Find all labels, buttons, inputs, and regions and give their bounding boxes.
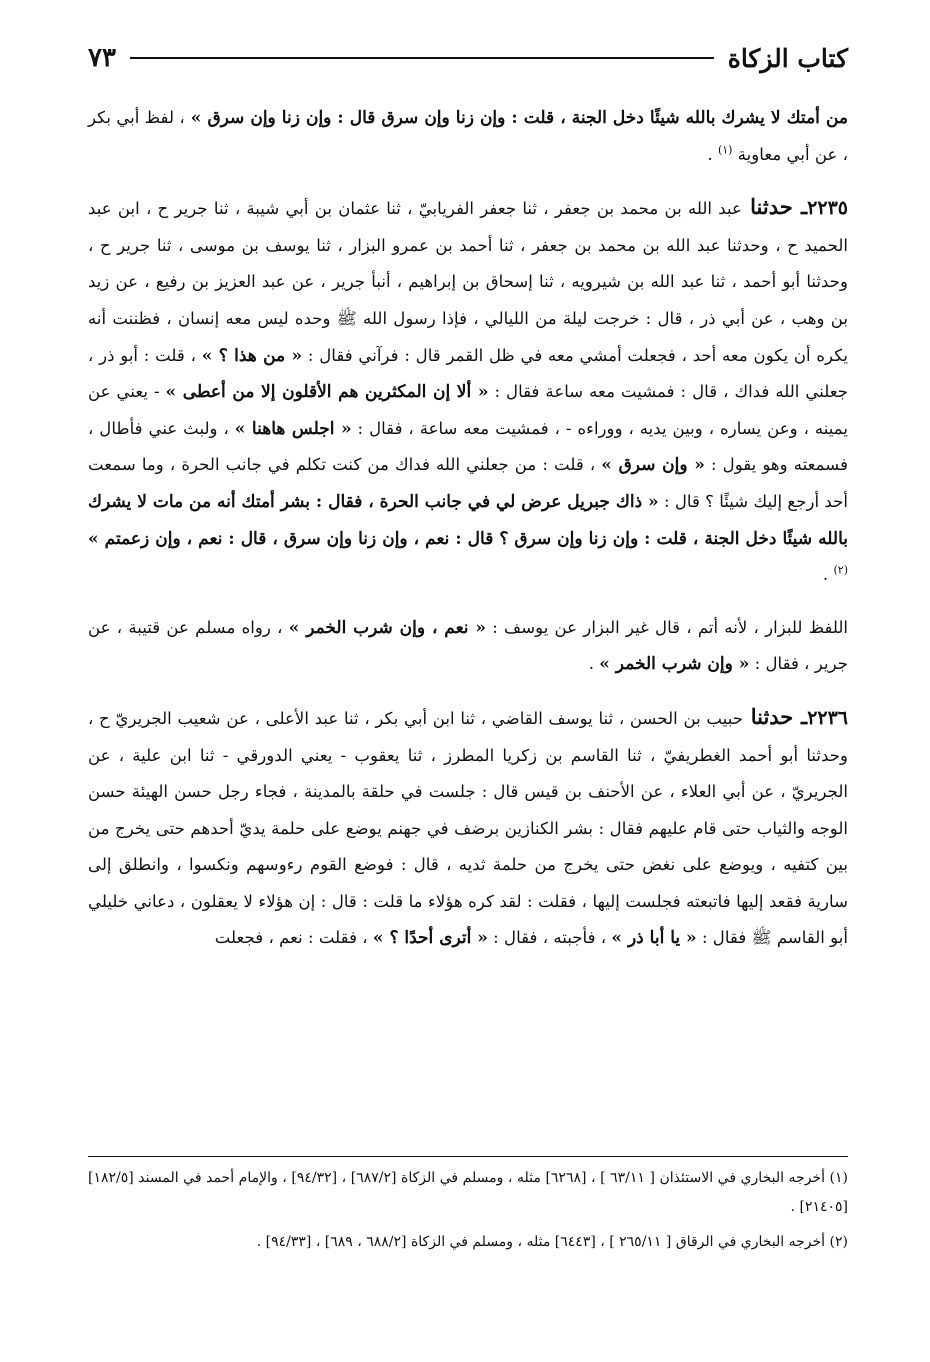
footnote-ref: (١) — [717, 143, 733, 157]
prophetic-quote: « يا أبا ذر » — [611, 928, 697, 949]
text-run: عبد الله بن محمد بن جعفر ، ثنا جعفر الفريابيّ ، ثنا عثمان بن أبي شيبة ، ثنا جرير ح ، ابن عبد الحميد ح ، وحدثنا عبد الله بن محمد بن جعفر ، ثنا أحمد بن عمرو البزار ، ثنا يوسف بن موسى ، ثنا جرير ح ، وحدثنا أبو أحمد ، ثنا عبد الله بن شيرويه ، ثنا إسحاق بن إبراهيم ، أنبأ جرير ، عن عبد العزيز بن رفيع ، عن زيد بن وهب ، عن أبي ذر ، قال : خرجت ليلة من الليالي ، فإذا رسول الله ﷺ وحده ليس معه إنسان ، فظننت أنه يكره أن يكون معه أحد ، فجعلت أمشي معه في ظل القمر قال : فرآني فقال : — [88, 199, 848, 365]
text-run: اللفظ للبزار ، لأنه أتم ، قال غير البزار عن يوسف : — [486, 617, 848, 637]
text-run: . — [707, 144, 718, 164]
prophetic-quote: « اجلس هاهنا » — [234, 418, 352, 439]
text-run: حبيب بن الحسن ، ثنا يوسف القاضي ، ثنا ابن أبي بكر ، ثنا عبد الأعلى ، عن شعيب الجريريّ ح ، وحدثنا أبو أحمد الغطريفيّ ، ثنا القاسم بن زكريا المطرز ، ثنا يعقوب - يعني الدورقي - ثنا ابن علية ، عن الجريريّ ، عن أبي العلاء ، عن الأحنف بن قيس قال : جلست في حلقة بالمدينة ، فجاء رجل حسن الهيئة حسن الوجه والثياب حتى قام عليهم فقال : بشر الكنازين برضف في جهنم يوضع على حلمة يديّ أحدهم حتى يخرج من بين كتفيه ، ويوضع على نغض حتى يخرج من حلمة ثديه ، قال : فوضع القوم رءوسهم ونكسوا ، وانطلق إلى سارية فقعد إليها فاتبعته فجلست إليها ، فقلت : لقد كره هؤلاء ما قلت : قال : إن هؤلاء لا يعقلون ، دعاني خليلي أبو القاسم ﷺ فقال : — [88, 708, 848, 948]
paragraph — [88, 610, 848, 683]
prophetic-quote: « من هذا ؟ » — [201, 345, 303, 366]
text-run: - يعني عن يمينه ، وعن يساره ، وبين يديه ، ووراءه - ، فمشيت معه ساعة ، فقال : — [88, 382, 848, 438]
text-run: ، ولبث عني فأطال ، فسمعته وهو يقول : — [88, 418, 848, 475]
prophetic-quote: « ذاك جبريل عرض لي في جانب الحرة ، فقال : بشر أمتك أنه من مات لا يشرك بالله شيئًا دخل الجنة ، قلت : وإن زنا وإن سرق ؟ قال : نعم ، وإن زنا وإن سرق ، قال : نعم ، وإن زعمتم » — [88, 491, 848, 549]
paragraph — [88, 100, 848, 173]
prophetic-quote: من أمتك لا يشرك بالله شيئًا دخل الجنة ، قلت : وإن زنا وإن سرق قال : وإن زنا وإن سرق » — [184, 108, 848, 128]
main-text — [88, 100, 848, 957]
footnote: (٢) أخرجه البخاري في الرقاق [ ٢٦٥/١١ ] ، [٦٤٤٣] مثله ، ومسلم في الزكاة [٦٨٨/٢ ، ٦٨٩] ، [٩٤/٣٣] . — [256, 1234, 848, 1250]
text-run: ، قلت : من جعلني الله فداك من كنت تكلم في جانب الحرة ، وما سمعت أحد أرجع إليك شيئًا ؟ قال : — [88, 455, 848, 511]
text-run: ، فقلت : نعم ، فجعلت — [214, 928, 373, 948]
page-number: ٧٣ — [88, 43, 116, 73]
footnotes — [88, 1164, 848, 1263]
prophetic-quote: « وإن سرق » — [601, 455, 705, 476]
text-run: ، قلت : أبو ذر ، جعلني الله فداك ، قال : فمشيت معه ساعة فقال : — [88, 345, 848, 402]
paragraph — [88, 189, 848, 594]
text-run: . — [588, 654, 600, 674]
text-run: ، رواه مسلم عن قتيبة ، عن جرير ، فقال : — [88, 617, 848, 674]
hadith-opening: ـ حدثنا — [742, 703, 808, 729]
running-header — [88, 38, 848, 78]
book-page — [88, 38, 848, 1328]
text-run: ، لفظ أبي بكر ، عن أبي معاوية — [88, 108, 848, 164]
hadith-opening: ـ حدثنا — [741, 194, 808, 220]
prophetic-quote: « ألا إن المكثرين هم الأقلون إلا من أعطى » — [165, 382, 489, 403]
prophetic-quote: « نعم ، وإن شرب الخمر » — [288, 617, 487, 638]
hadith-number: ٢٢٣٦ — [807, 706, 849, 729]
paragraph — [88, 699, 848, 957]
text-run: ، فأجبته ، فقال : — [487, 928, 612, 948]
prophetic-quote: « أترى أحدًا ؟ » — [372, 928, 488, 949]
header-rule — [130, 57, 714, 59]
hadith-number: ٢٢٣٥ — [807, 197, 848, 220]
prophetic-quote: « وإن شرب الخمر » — [599, 654, 750, 675]
footnote-separator — [88, 1156, 848, 1157]
footnote-ref: (٢) — [833, 563, 848, 577]
book-title: كتاب الزكاة — [727, 43, 848, 73]
footnote: (١) أخرجه البخاري في الاستئذان [ ٦٣/١١ ] ، [٦٢٦٨] مثله ، ومسلم في الزكاة [٦٨٧/٢] ، [٩٤/٣٢] ، والإمام أحمد في المسند [١٨٢/٥] [٢١٤٠٥] . — [88, 1170, 849, 1215]
text-run: . — [822, 565, 834, 585]
